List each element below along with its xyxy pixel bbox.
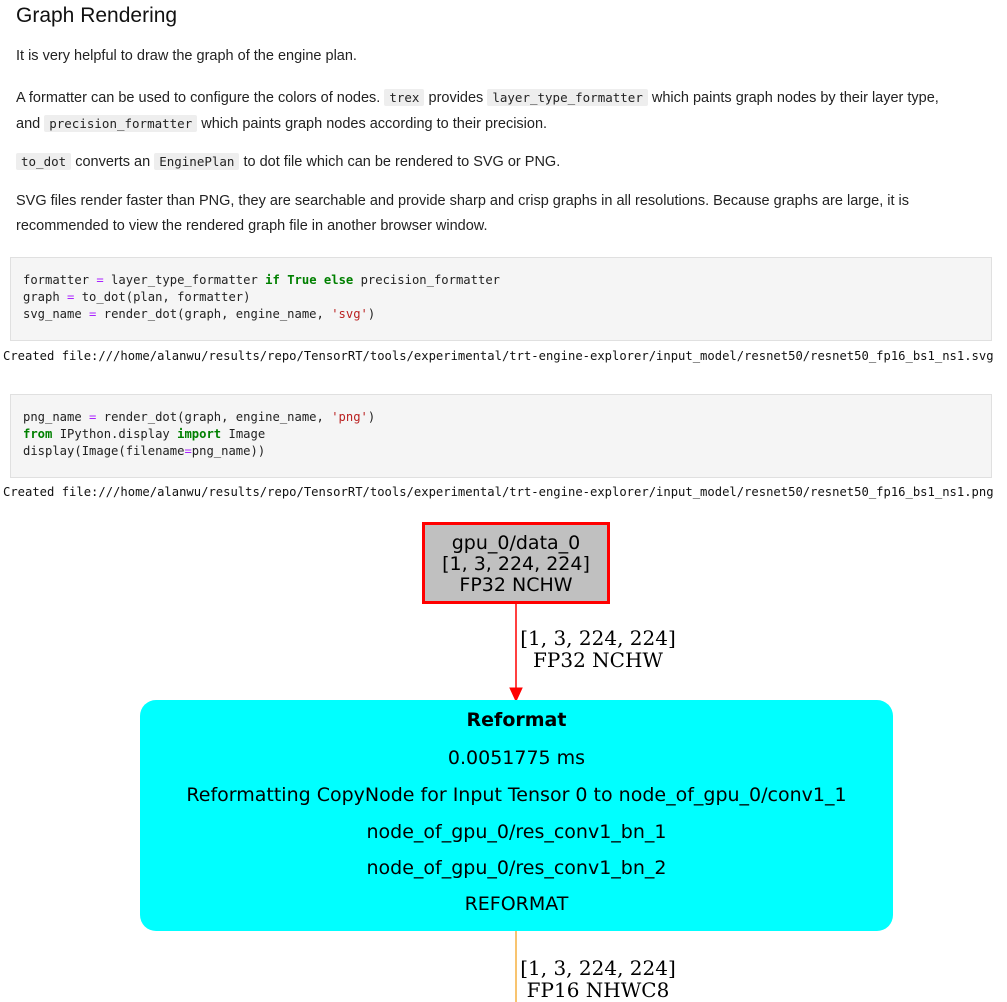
inline-code: to_dot: [16, 153, 71, 170]
code-keyword: True: [287, 273, 317, 287]
text-segment: provides: [428, 90, 484, 106]
graph-node-reformat: [140, 700, 893, 931]
code-operator: =: [89, 410, 97, 424]
code-string: 'svg': [331, 307, 368, 321]
text-segment: A formatter can be used to configure the colors of nodes.: [16, 90, 381, 106]
edge-label-1: [513, 627, 683, 671]
code-string: 'png': [331, 410, 368, 424]
text-segment: which paints graph nodes by their layer type, and: [16, 90, 939, 132]
inline-code: layer_type_formatter: [487, 89, 648, 106]
code-operator: =: [89, 307, 97, 321]
inline-code: precision_formatter: [44, 115, 197, 132]
code-keyword: from: [23, 427, 53, 441]
text-segment: to dot file which can be rendered to SVG or PNG.: [243, 154, 561, 170]
code-keyword: import: [177, 427, 222, 441]
edge-label-2: [513, 957, 683, 1001]
node-format: FP32 NCHW: [459, 574, 573, 596]
code-text: IPython.display: [52, 427, 178, 441]
code-text: graph: [23, 290, 68, 304]
code-text: render_dot(graph, engine_name,: [96, 410, 332, 424]
edge-format: FP32 NCHW: [533, 648, 663, 672]
code-text: render_dot(graph, engine_name,: [96, 307, 332, 321]
code-keyword: else: [323, 273, 354, 287]
code-operator: =: [184, 444, 192, 458]
cell-2-output: Created file:///home/alanwu/results/repo/TensorRT/tools/experimental/trt-engine-explorer/input_model/resnet50/resnet50_fp16_bs1_ns1.png: [3, 485, 994, 499]
node-time: 0.0051775 ms: [447, 747, 586, 769]
text-segment: which paints graph nodes according to their precision.: [201, 116, 548, 132]
node-shape: [1, 3, 224, 224]: [442, 553, 590, 575]
code-text: formatter: [23, 273, 97, 287]
inline-code: trex: [384, 89, 424, 106]
svg-paragraph: SVG files render faster than PNG, they are searchable and provide sharp and crisp graphs in all resolutions. Because graphs are large, it is recommended to view the rendered graph file in another browser window.: [16, 193, 910, 234]
node-layer: node_of_gpu_0/res_conv1_bn_2: [366, 857, 667, 879]
code-text: to_dot(plan, formatter): [74, 290, 251, 304]
code-text: precision_formatter: [353, 273, 500, 287]
code-operator: =: [67, 290, 75, 304]
inline-code: EnginePlan: [154, 153, 239, 170]
code-text: ): [367, 410, 376, 424]
node-title: Reformat: [466, 709, 567, 731]
code-operator: =: [96, 273, 104, 287]
node-description: Reformatting CopyNode for Input Tensor 0 to node_of_gpu_0/conv1_1: [186, 784, 847, 806]
cell-1-output: Created file:///home/alanwu/results/repo/TensorRT/tools/experimental/trt-engine-explorer/input_model/resnet50/resnet50_fp16_bs1_ns1.svg: [3, 349, 994, 363]
edge-shape: [1, 3, 224, 224]: [520, 626, 676, 650]
node-layer: node_of_gpu_0/res_conv1_bn_1: [366, 821, 667, 843]
code-text: Image: [221, 427, 266, 441]
code-text: png_name)): [191, 444, 266, 458]
code-text: layer_type_formatter: [103, 273, 266, 287]
code-text: png_name: [23, 410, 90, 424]
graph-node-input: [422, 522, 610, 604]
edge-shape: [1, 3, 224, 224]: [520, 956, 676, 980]
edge-format: FP16 NHWC8: [526, 978, 670, 1002]
section-title: Graph Rendering: [16, 4, 178, 27]
code-keyword: if: [265, 273, 280, 287]
node-type: REFORMAT: [464, 893, 569, 915]
code-text: svg_name: [23, 307, 90, 321]
text-segment: converts an: [75, 154, 151, 170]
node-name: gpu_0/data_0: [451, 532, 581, 554]
code-text: display(Image(filename: [23, 444, 185, 458]
intro-paragraph: It is very helpful to draw the graph of the engine plan.: [16, 48, 357, 64]
code-text: ): [367, 307, 376, 321]
